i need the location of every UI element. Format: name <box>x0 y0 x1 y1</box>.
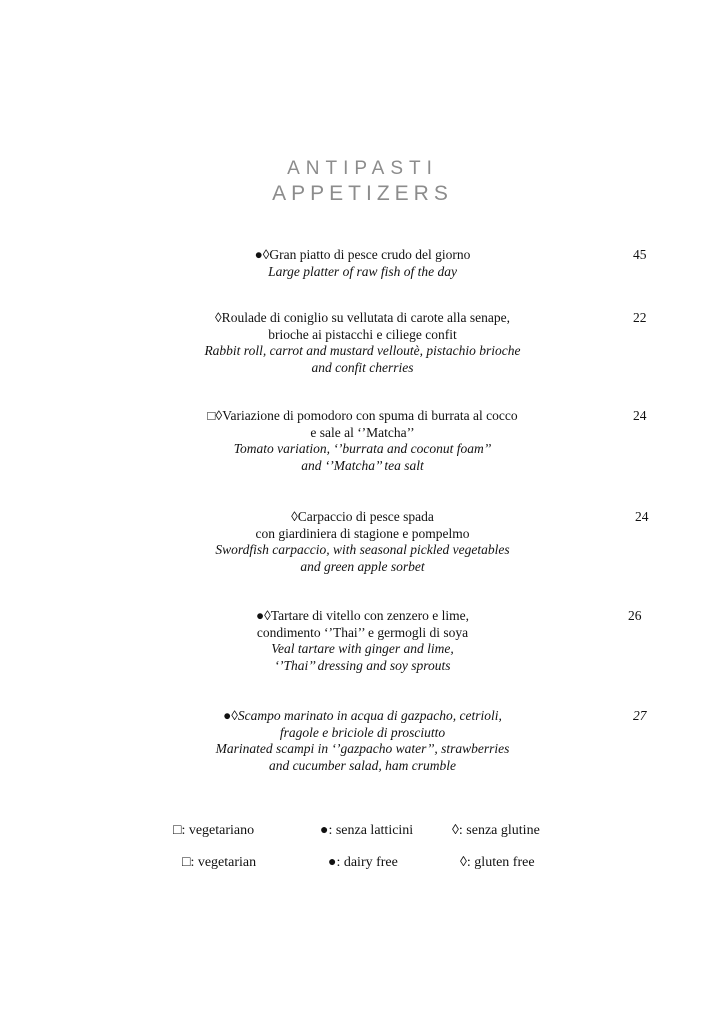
dish-name-italian: ●◊Scampo marinato in acqua di gazpacho, cetrioli, <box>223 708 502 723</box>
dish-price: 45 <box>633 247 647 262</box>
legend-gluten-free-it: ◊: senza glutine <box>452 823 540 838</box>
dish-name-italian: ◊Roulade di coniglio su vellutata di carote alla senape, <box>215 310 510 325</box>
title-italian: ANTIPASTI <box>287 158 438 179</box>
dish-name-italian: □◊Variazione di pomodoro con spuma di burrata al cocco <box>207 408 518 423</box>
dish-name-italian: ◊Carpaccio di pesce spada <box>291 509 434 524</box>
dish-price: 22 <box>633 310 647 325</box>
dish-name-italian: fragole e briciole di prosciutto <box>279 724 446 740</box>
dish-name-english: Rabbit roll, carrot and mustard velloutè, pistachio brioche <box>204 343 521 358</box>
dish-name-english: and ‘’Matcha’’ tea salt <box>301 457 424 473</box>
legend-gluten-free-en: ◊: gluten free <box>460 855 535 870</box>
menu-item <box>190 247 535 280</box>
dish-price: 24 <box>635 509 649 524</box>
dish-name-english: Tomato variation, ‘’burrata and coconut foam’’ <box>233 441 492 456</box>
dish-price: 27 <box>633 708 647 723</box>
menu-item <box>190 608 535 674</box>
dish-name-english: Veal tartare with ginger and lime, <box>271 641 454 656</box>
dish-name-english: Marinated scampi in ‘’gazpacho water’’, strawberries <box>215 741 510 756</box>
legend-vegetarian-en: □: vegetarian <box>182 855 257 870</box>
legend-dairy-free-en: ●: dairy free <box>328 855 398 870</box>
dish-price: 24 <box>633 408 647 423</box>
dish-name-english: ‘’Thai’’ dressing and soy sprouts <box>274 657 451 673</box>
dish-name-italian: e sale al ‘’Matcha’’ <box>310 424 415 440</box>
menu-item <box>190 509 535 575</box>
dish-name-english: Swordfish carpaccio, with seasonal pickled vegetables <box>215 542 510 557</box>
menu-item <box>190 708 535 774</box>
dish-name-italian: con giardiniera di stagione e pompelmo <box>255 525 470 541</box>
menu-item <box>190 408 535 474</box>
dish-name-english: and green apple sorbet <box>300 558 425 574</box>
legend-vegetarian-it: □: vegetariano <box>173 823 255 838</box>
dish-name-italian: ●◊Tartare di vitello con zenzero e lime, <box>256 608 469 623</box>
dish-name-english: and confit cherries <box>311 359 414 375</box>
dish-name-english: and cucumber salad, ham crumble <box>268 757 457 773</box>
dish-name-english: Large platter of raw fish of the day <box>268 263 457 279</box>
dish-name-italian: ●◊Gran piatto di pesce crudo del giorno <box>254 247 471 262</box>
title-english: APPETIZERS <box>272 182 453 205</box>
menu-item <box>190 310 535 376</box>
dish-price: 26 <box>628 608 642 623</box>
dish-name-italian: condimento ‘’Thai’’ e germogli di soya <box>256 624 469 640</box>
legend-dairy-free-it: ●: senza latticini <box>320 823 414 838</box>
dish-name-italian: brioche ai pistacchi e ciliege confit <box>268 326 457 342</box>
